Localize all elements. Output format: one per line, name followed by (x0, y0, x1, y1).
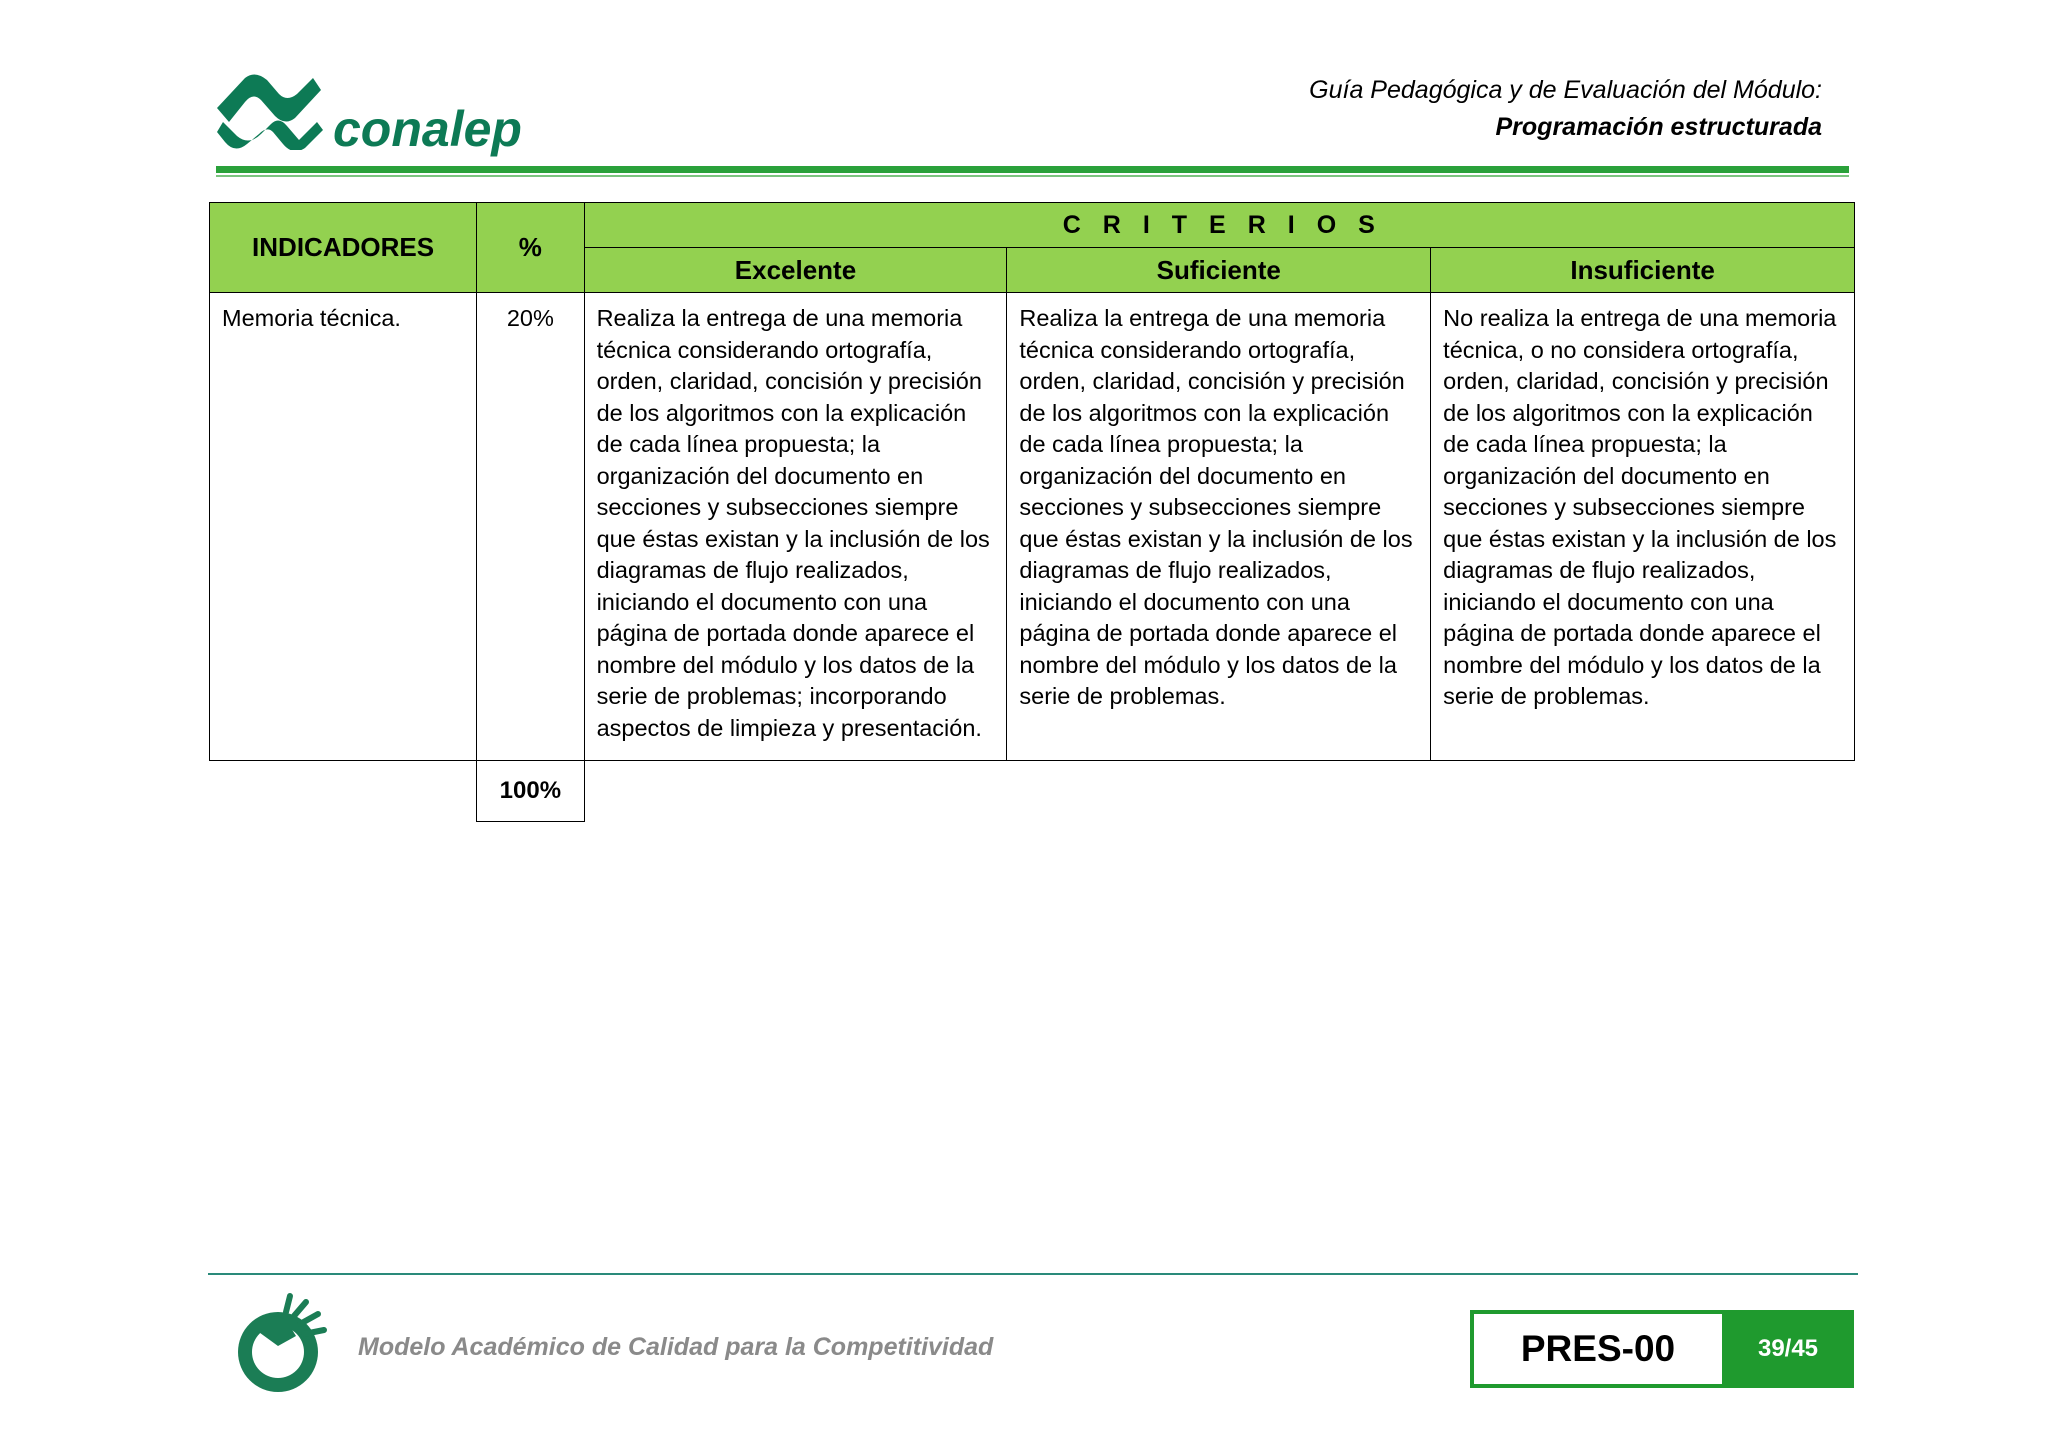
total-blank (210, 761, 477, 822)
header-divider (216, 166, 1849, 173)
table-header-row (210, 203, 1855, 248)
header-indicadores: INDICADORES (210, 203, 477, 293)
conalep-logo-icon (215, 70, 325, 150)
total-spacer (584, 761, 1854, 822)
module-title: Programación estructurada (1495, 113, 1822, 141)
total-row (210, 761, 1855, 822)
header-criterios: CRITERIOS (584, 203, 1854, 248)
header-insuficiente: Insuficiente (1431, 248, 1855, 293)
conalep-logo (215, 70, 522, 160)
header-suficiente: Suficiente (1007, 248, 1431, 293)
cell-suficiente: Realiza la entrega de una memoria técnica considerando ortografía, orden, claridad, concisión y precisión de los algoritmos con la explicación de cada línea propuesta; la organización del documento en secciones y subsecciones siempre que éstas existan y la inclusión de los diagramas de flujo realizados, iniciando el documento con una página de portada donde aparece el nombre del módulo y los datos de la serie de problemas. (1007, 293, 1431, 761)
header-divider-thin (216, 175, 1849, 177)
document-title (1309, 76, 1822, 142)
quality-model-seal (226, 1290, 336, 1398)
page-number: 39/45 (1722, 1310, 1854, 1388)
guide-title: Guía Pedagógica y de Evaluación del Módulo: (1309, 76, 1822, 104)
cell-insuficiente: No realiza la entrega de una memoria técnica, o no considera ortografía, orden, claridad, concisión y precisión de los algoritmos con la explicación de cada línea propuesta; la organización del documento en secciones y subsecciones siempre que éstas existan y la inclusión de los diagramas de flujo realizados, iniciando el documento con una página de portada donde aparece el nombre del módulo y los datos de la serie de problemas. (1431, 293, 1855, 761)
footer-model-text: Modelo Académico de Calidad para la Competitividad (358, 1333, 994, 1361)
total-percent: 100% (477, 761, 584, 822)
header-excelente: Excelente (584, 248, 1007, 293)
logo-wordmark: conalep (333, 101, 522, 157)
rubric-table (209, 202, 1855, 822)
footer-divider (208, 1273, 1858, 1275)
cell-percent: 20% (477, 293, 584, 761)
document-code: PRES-00 (1470, 1310, 1726, 1388)
cell-excelente: Realiza la entrega de una memoria técnica considerando ortografía, orden, claridad, concisión y precisión de los algoritmos con la explicación de cada línea propuesta; la organización del documento en secciones y subsecciones siempre que éstas existan y la inclusión de los diagramas de flujo realizados, iniciando el documento con una página de portada donde aparece el nombre del módulo y los datos de la serie de problemas; incorporando aspectos de limpieza y presentación. (584, 293, 1007, 761)
table-row (210, 293, 1855, 761)
quality-seal-icon (226, 1290, 336, 1398)
header-percent: % (477, 203, 584, 293)
cell-indicador: Memoria técnica. (210, 293, 477, 761)
